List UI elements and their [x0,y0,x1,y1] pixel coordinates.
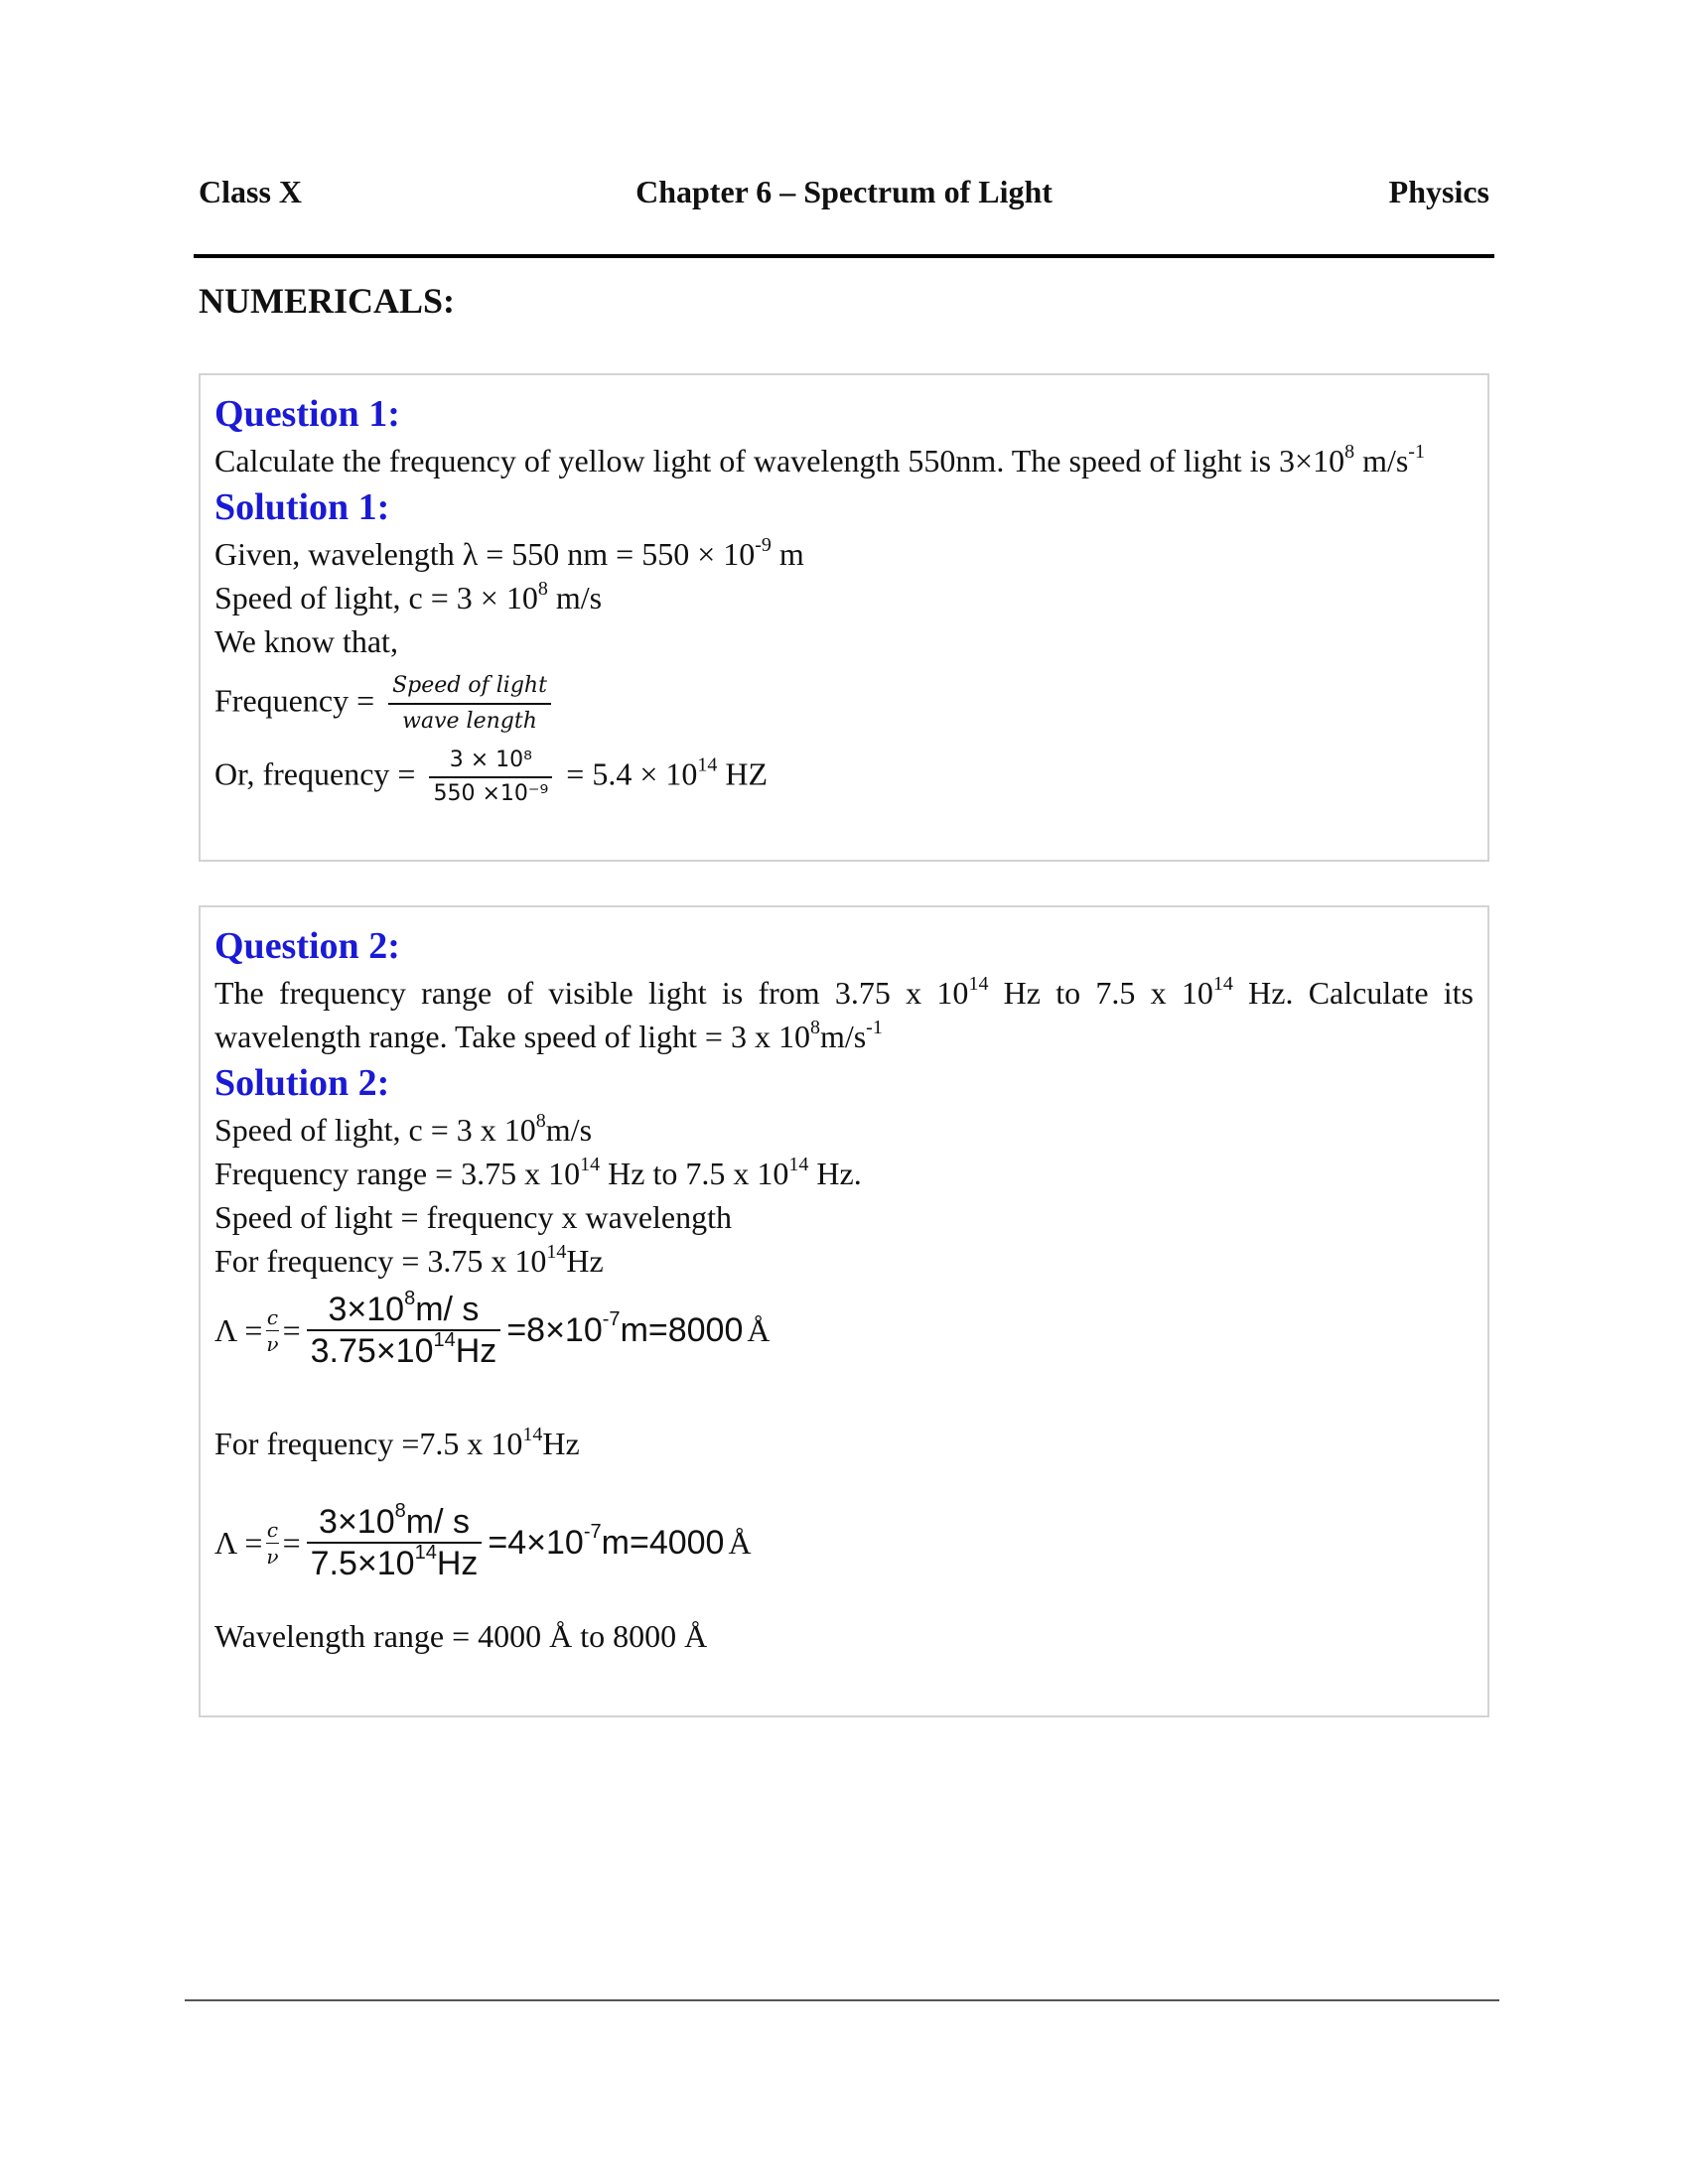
given-wavelength: Given, wavelength λ = 550 nm = $550 \times 10^{-9}$ m [214,534,804,572]
frequency-calc-fraction: $\frac{\text{3 × 10⁸}}{\text{550 ×10⁻⁹}}$ [429,745,552,810]
question-1-text: Calculate the frequency of yellow light of wavelength 550nm. The speed of light is $3\times 10^8$ $m/s^{-1}$ [214,441,1425,478]
wavelength-fraction-2: $\frac{3\times 10^8m/ s}{7.5\times 10^{14}Hz}$ [307,1502,483,1583]
wavelength-equation-1: Λ = $\frac{c}{\nu}$ = $\frac{3\times 10^8m/ s}{3.75\times 10^{14}Hz}$ $=8\times 10^{-7}m=8000$ Å [214,1288,771,1370]
question-1-box [199,373,1489,862]
speed-of-light-line: Speed of light, c = 3 x $10^8m/s$ [214,1110,593,1148]
solution-1-heading: Solution 1: [214,486,390,528]
frequency-formula: Frequency = $\frac{\text{Speed of light}}{\text{wave length}}$ [214,669,1474,739]
question-2-heading: Question 2: [214,925,400,967]
c-over-nu: $\frac{c}{\nu}$ [266,1304,279,1356]
chapter-title: Chapter 6 – Spectrum of Light [635,174,1053,209]
question-1-heading: Question 1: [214,393,400,435]
question-2-text: The frequency range of visible light is from 3.75 x $10^{14}$ Hz to 7.5 x $10^{14}$ Hz. Calculate its wavelength range. Take speed of light = 3 x $10^8m/s^{-1}$ [214,973,1475,1054]
subject-label: Physics [1388,174,1489,209]
wavelength-range-result: Wavelength range = 4000 Å to 8000 Å [214,1618,708,1654]
section-title: NUMERICALS: [199,281,456,321]
relation-line: Speed of light = frequency x wavelength [214,1199,732,1235]
question-2-box [199,905,1489,1717]
frequency-fraction: $\frac{\text{Speed of light}}{\text{wave length}}$ [388,669,551,739]
frequency-2-line: For frequency =7.5 x $10^{14}Hz$ [214,1424,580,1461]
footer-divider [185,1999,1499,2001]
wavelength-equation-2: Λ = $\frac{c}{\nu}$ = $\frac{3\times 10^8m/ s}{7.5\times 10^{14}Hz}$ $=4\times 10^{-7}m=4000$ Å [214,1500,752,1582]
frequency-1-line: For frequency = 3.75 x $10^{14}Hz$ [214,1241,604,1279]
frequency-calculation: Or, frequency = $\frac{\text{3 × 10⁸}}{\text{550 ×10⁻⁹}}$ = $5.4 \times 10^{14}$ HZ [214,745,1474,810]
given-speed: Speed of light, $c = 3 \times 10^8$ m/s [214,578,603,615]
solution-2-heading: Solution 2: [214,1062,390,1104]
c-over-nu: $\frac{c}{\nu}$ [266,1517,279,1569]
header-divider [194,254,1494,258]
frequency-range-line: Frequency range = 3.75 x $10^{14}$ Hz to 7.5 x $10^{14}$ Hz. [214,1154,862,1191]
page-header [199,174,1489,217]
class-label: Class X [199,174,303,209]
wavelength-fraction-1: $\frac{3\times 10^8m/ s}{3.75\times 10^{14}Hz}$ [307,1290,501,1371]
we-know-that: We know that, [214,623,398,659]
